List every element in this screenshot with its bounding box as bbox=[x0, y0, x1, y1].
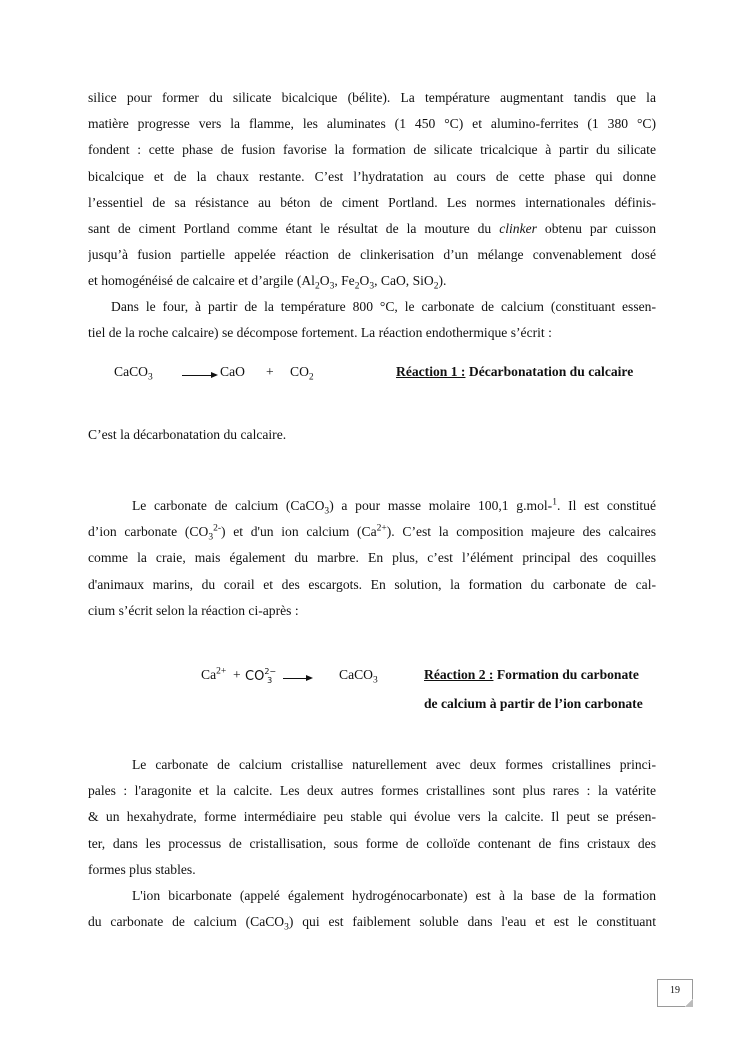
text-line: Le carbonate de calcium (CaCO$_3$) a pour masse molaire 100,1 g.mol-$^1$. Il est constitué bbox=[132, 497, 656, 517]
text-line: ter, dans les processus de cristallisation, sous forme de colloïde contenant de fins cristaux des bbox=[88, 835, 656, 851]
reaction2-plus: + bbox=[233, 667, 241, 682]
clinker-term: clinker bbox=[499, 220, 537, 236]
reaction1-caption bbox=[396, 364, 633, 380]
reaction-arrow-icon bbox=[283, 678, 311, 679]
text-line: pales : l'aragonite et la calcite. Les deux autres formes cristallines sont plus rares : la vatérite bbox=[88, 783, 656, 799]
reaction1-product1: CaO bbox=[220, 364, 245, 379]
reaction1-reactant: CaCO$_3$ bbox=[114, 364, 153, 383]
reaction1-label: Réaction 1 : bbox=[396, 364, 466, 379]
text-line: Dans le four, à partir de la température 800 °C, le carbonate de calcium (constituant essen- bbox=[111, 299, 656, 314]
text-line: Le carbonate de calcium cristallise naturellement avec deux formes cristallines princi- bbox=[132, 757, 656, 772]
reaction2-product: CaCO$_3$ bbox=[339, 667, 378, 686]
text-line: jusqu’à fusion partielle appelée réaction de clinkerisation d’un mélange convenablement dosé bbox=[88, 247, 656, 263]
text-line: & un hexahydrate, forme intermédiaire peu stable qui évolue vers la calcite. Il peut se présen- bbox=[88, 809, 656, 825]
reaction1-product2: $CO_2$ bbox=[290, 364, 314, 383]
reaction1-plus: + bbox=[266, 364, 274, 379]
text-line: formes plus stables. bbox=[88, 861, 196, 877]
reaction2-caption bbox=[424, 667, 639, 683]
text-line: tiel de la roche calcaire) se décompose fortement. La réaction endothermique s’écrit : bbox=[88, 325, 552, 341]
paragraph-decomposition bbox=[88, 294, 656, 346]
text-line: comme la craie, mais également du marbre. En plus, c’est l’élément principal des coquilles bbox=[88, 550, 656, 566]
text-line: bicalcique et de la chaux restante. C’est l’hydratation au cours de cette phase qui donne bbox=[88, 168, 656, 184]
paragraph-bicarbonate bbox=[88, 883, 656, 935]
paragraph-cement-formation bbox=[88, 85, 656, 295]
reaction1-title: Décarbonatation du calcaire bbox=[468, 364, 634, 379]
reaction2-title-line1: Formation du carbonate bbox=[496, 667, 639, 682]
text-line: fondent : cette phase de fusion favorise la formation de silicate tricalcique à partir du silicate bbox=[88, 142, 656, 158]
reaction2-reactant2: $CO^{2-}_3$ bbox=[245, 667, 277, 685]
reaction2-title-line2: de calcium à partir de l’ion carbonate bbox=[424, 696, 643, 711]
reaction2-reactant1: $Ca^{2+}$ bbox=[201, 666, 227, 682]
paragraph-crystal-forms bbox=[88, 752, 656, 883]
text-line: cium s’écrit selon la réaction ci-après : bbox=[88, 602, 299, 618]
text-line: sant de ciment Portland comme étant le résultat de la mouture du clinker obtenu par cuisson bbox=[88, 220, 656, 236]
paragraph-calcium-carbonate bbox=[88, 493, 656, 624]
reaction-arrow-icon bbox=[182, 375, 216, 376]
text-line: l’essentiel de sa résistance au béton de ciment Portland. Les normes internationales définis- bbox=[88, 194, 656, 210]
decarbonation-sentence: C’est la décarbonatation du calcaire. bbox=[88, 427, 287, 442]
reaction2-label: Réaction 2 : bbox=[424, 667, 494, 682]
page-number: 19 bbox=[657, 979, 693, 1007]
text-line: L'ion bicarbonate (appelé également hydrogénocarbonate) est à la base de la formation bbox=[132, 888, 656, 903]
text-line: matière progresse vers la flamme, les aluminates (1 450 °C) et alumino-ferrites (1 380 °C) bbox=[88, 116, 656, 132]
text-line: silice pour former du silicate bicalcique (bélite). La température augmentant tandis que la bbox=[88, 90, 656, 105]
text-line: d’ion carbonate $(CO_3^{2-})$ et d'un ion calcium $(Ca^{2+})$. C’est la composition majeure des calcaires bbox=[88, 523, 656, 543]
text-line: d'animaux marins, du corail et des escargots. En solution, la formation du carbonate de cal- bbox=[88, 576, 656, 592]
text-line-formula: et homogénéisé de calcaire et d’argile ($Al_2O_3$, $Fe_2O_3$, CaO, SiO$_2$). bbox=[88, 273, 447, 293]
text-line: du carbonate de calcium (CaCO$_3$) qui est faiblement soluble dans l'eau et est le constituant bbox=[88, 914, 656, 933]
